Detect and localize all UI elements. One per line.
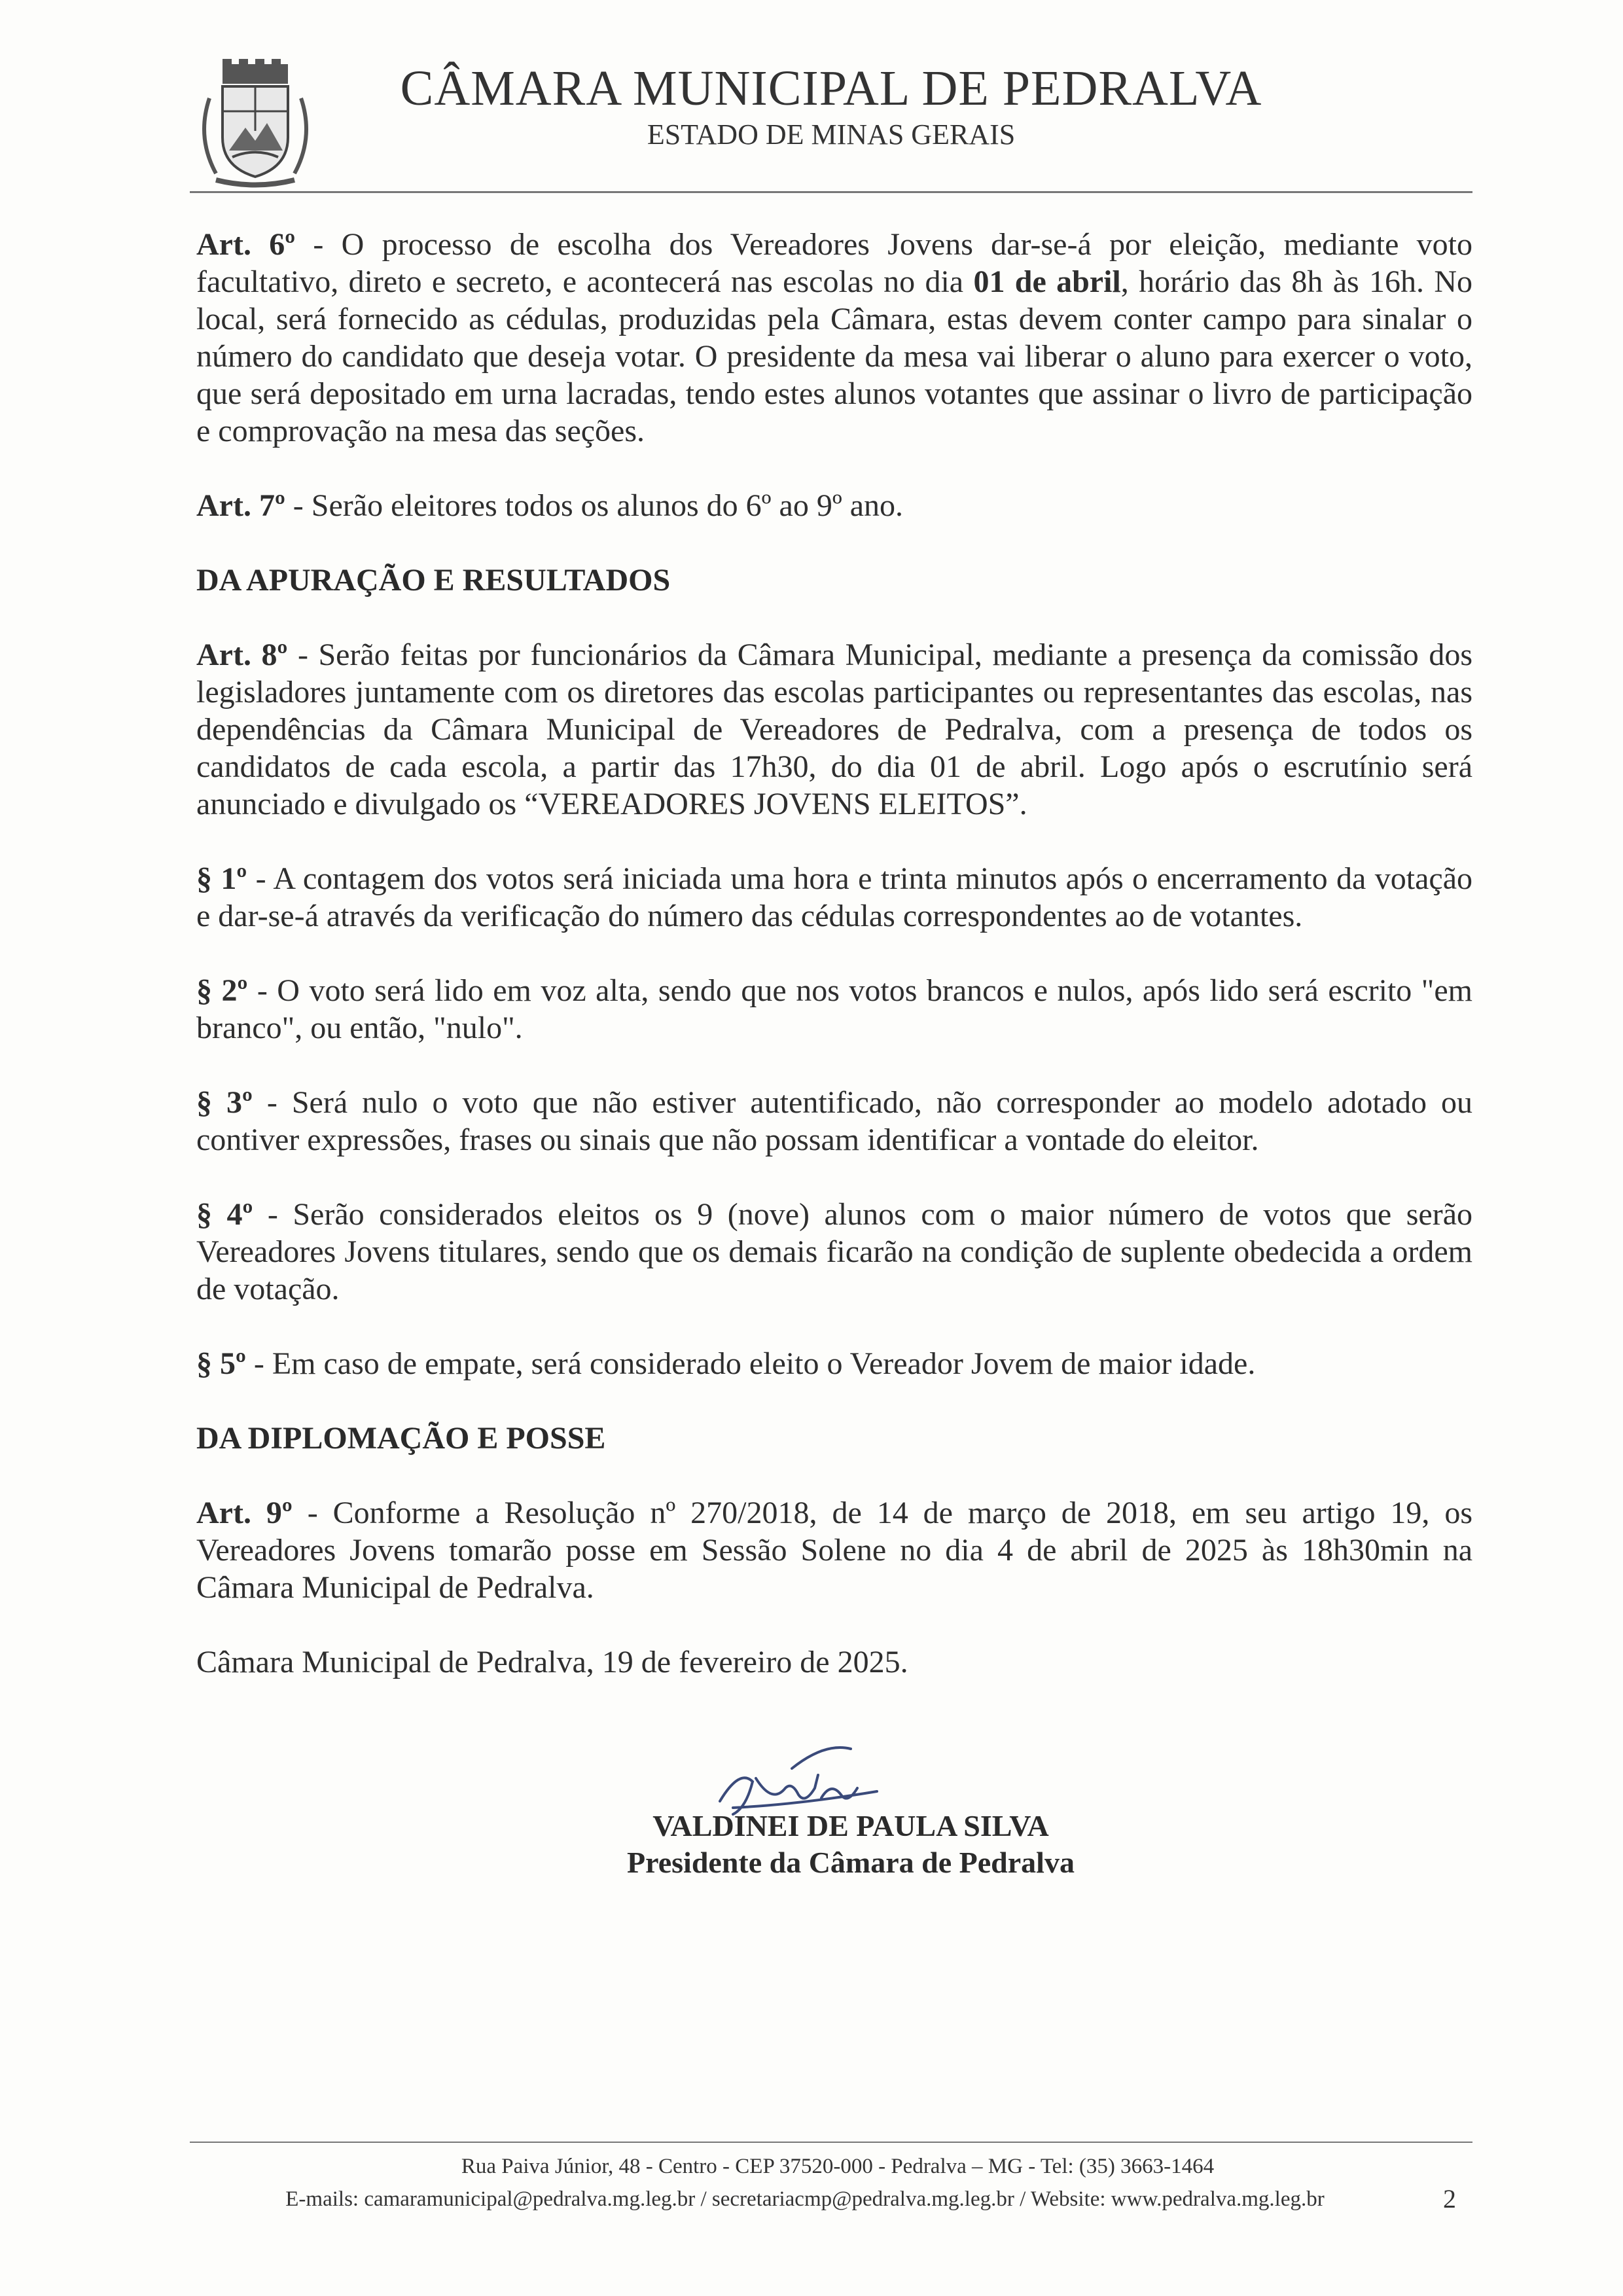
- footer-divider: [190, 2142, 1472, 2143]
- document-body: [196, 226, 1472, 1718]
- article-7: Art. 7º - Serão eleitores todos os alunos do 6º ao 9º ano.: [196, 488, 904, 523]
- paragraph-4: § 4º - Serão considerados eleitos os 9 (nove) alunos com o maior número de votos que serão Vereadores Jovens titulares, sendo que os demais ficarão na condição de suplente obedecida a ordem de votação.: [196, 1197, 1473, 1306]
- page-number: 2: [1443, 2184, 1456, 2214]
- signatory-role: Presidente da Câmara de Pedralva: [627, 1846, 1075, 1879]
- paragraph-5: § 5º - Em caso de empate, será considerado eleito o Vereador Jovem de maior idade.: [196, 1346, 1256, 1381]
- paragraph-label: § 4º: [196, 1197, 253, 1232]
- header-divider: [190, 191, 1472, 193]
- paragraph-label: § 2º: [196, 973, 248, 1008]
- paragraph-label: § 5º: [196, 1346, 246, 1381]
- document-header: [190, 52, 1472, 196]
- paragraph-2: § 2º - O voto será lido em voz alta, sendo que nos votos brancos e nulos, após lido será escrito "em branco", ou então, "nulo".: [196, 973, 1473, 1045]
- article-6: Art. 6º - O processo de escolha dos Vereadores Jovens dar-se-á por eleição, mediante voto facultativo, direto e secreto, e acontecerá nas escolas no dia 01 de abril, horário das 8h às 16h. No local, será fornecido as cédulas, produzidas pela Câmara, estas devem conter campo para sinalar o número do candidato que deseja votar. O presidente da mesa vai liberar o aluno para exercer o voto, que será depositado em urna lacradas, tendo estes alunos votantes que assinar o livro de participação e comprovação na mesa das seções.: [196, 227, 1473, 448]
- paragraph-3: § 3º - Será nulo o voto que não estiver autentificado, não corresponder ao modelo adotado ou contiver expressões, frases ou sinais que não possam identificar a vontade do eleitor.: [196, 1085, 1473, 1157]
- election-date: 01 de abril: [973, 264, 1121, 299]
- paragraph-1: § 1º - A contagem dos votos será iniciada uma hora e trinta minutos após o encerramento da votação e dar-se-á através da verificação do número das cédulas correspondentes ao de votantes.: [196, 861, 1473, 933]
- footer-contacts: E-mails: camaramunicipal@pedralva.mg.leg.br / secretariacmp@pedralva.mg.leg.br / Website: www.pedralva.mg.leg.br: [285, 2187, 1325, 2211]
- date-line: Câmara Municipal de Pedralva, 19 de fevereiro de 2025.: [196, 1645, 908, 1679]
- section-heading-apuracao: DA APURAÇÃO E RESULTADOS: [196, 563, 671, 598]
- article-label: Art. 8º: [196, 637, 288, 672]
- chamber-title: CÂMARA MUNICIPAL DE PEDRALVA: [400, 61, 1262, 116]
- coat-of-arms-icon: [190, 59, 321, 190]
- signatory-name: VALDINEI DE PAULA SILVA: [652, 1809, 1049, 1842]
- article-label: Art. 7º: [196, 488, 285, 523]
- handwritten-signature-icon: [694, 1742, 903, 1834]
- state-subtitle: ESTADO DE MINAS GERAIS: [647, 118, 1016, 151]
- paragraph-label: § 1º: [196, 861, 247, 896]
- footer-address: Rua Paiva Júnior, 48 - Centro - CEP 37520-000 - Pedralva – MG - Tel: (35) 3663-1464: [461, 2155, 1215, 2178]
- paragraph-label: § 3º: [196, 1085, 253, 1120]
- article-8: Art. 8º - Serão feitas por funcionários da Câmara Municipal, mediante a presença da comissão dos legisladores juntamente com os diretores das escolas participantes ou representantes das escolas, nas dependências da Câmara Municipal de Vereadores de Pedralva, com a presença de todos os candidatos de cada escola, a partir das 17h30, do dia 01 de abril. Logo após o escrutínio será anunciado e divulgado os “VEREADORES JOVENS ELEITOS”.: [196, 637, 1473, 821]
- article-label: Art. 9º: [196, 1496, 293, 1530]
- section-heading-diplomacao: DA DIPLOMAÇÃO E POSSE: [196, 1421, 606, 1456]
- article-9: Art. 9º - Conforme a Resolução nº 270/2018, de 14 de março de 2018, em seu artigo 19, os Vereadores Jovens tomarão posse em Sessão Solene no dia 4 de abril de 2025 às 18h30min na Câmara Municipal de Pedralva.: [196, 1496, 1473, 1605]
- signature-block: [458, 1748, 1243, 1881]
- article-label: Art. 6º: [196, 227, 296, 262]
